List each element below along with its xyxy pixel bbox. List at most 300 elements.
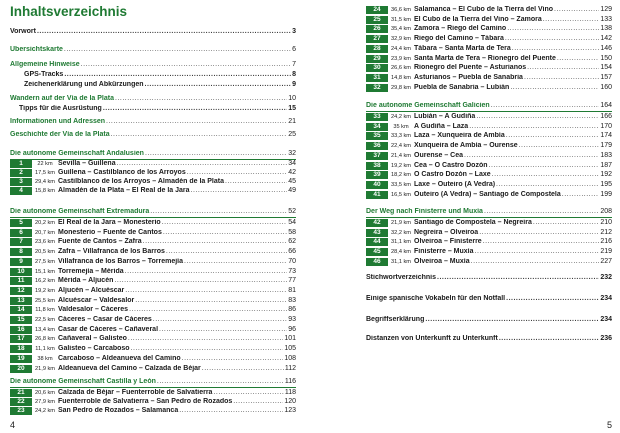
stage-number: 3: [10, 178, 32, 186]
stage-number: 14: [10, 306, 32, 314]
dot-leader: [184, 258, 287, 266]
dot-leader: [162, 219, 287, 227]
stage-number: 32: [366, 84, 388, 92]
stage-route: Fuente de Cantos – Zafra: [58, 238, 142, 246]
stage-distance: 16,2 km: [35, 278, 55, 285]
stage-page: 142: [600, 35, 612, 43]
stage-row[interactable]: [10, 407, 296, 415]
stage-route: Zamora – Riego del Camino: [414, 25, 507, 33]
dot-leader: [524, 74, 599, 82]
dot-leader: [202, 365, 284, 373]
stage-page: 96: [288, 325, 296, 333]
stage-number: 20: [10, 365, 32, 373]
stage-number: 35: [366, 132, 388, 140]
stage-route: Laxe – Outeiro (A Vedra): [414, 180, 496, 188]
stage-route: Carcaboso – Aldeanueva del Camino: [58, 354, 181, 362]
stage-number: 44: [366, 238, 388, 246]
stage-page: 192: [600, 171, 612, 179]
dot-leader: [182, 355, 284, 363]
stage-distance: 21,9 km: [35, 365, 55, 372]
stage-row[interactable]: [10, 248, 296, 256]
stage-distance: 35,4 km: [391, 26, 411, 33]
stage-row[interactable]: [10, 277, 296, 285]
dot-leader: [543, 16, 600, 24]
stage-row[interactable]: [10, 306, 296, 314]
stage-page: 45: [288, 178, 296, 185]
dot-leader: [562, 191, 600, 199]
stage-distance: 24,2 km: [391, 114, 411, 120]
dot-leader: [128, 335, 283, 343]
stage-number: 17: [10, 335, 32, 343]
stage-page: 118: [284, 389, 296, 396]
stage-page: 174: [600, 132, 612, 140]
dot-leader: [153, 316, 287, 324]
stage-route: Cañaveral – Galisteo: [58, 335, 127, 343]
toc-entry-gps[interactable]: GPS-Tracks ..... 8: [10, 71, 296, 78]
stage-row[interactable]: [10, 169, 296, 177]
right-page: [310, 0, 620, 433]
stage-page: 108: [284, 354, 296, 362]
stage-number: 39: [366, 171, 388, 179]
dot-leader: [476, 113, 599, 121]
stage-number: 6: [10, 229, 32, 237]
stage-page: 105: [284, 345, 296, 353]
stage-route: Cea – O Castro Dozón: [414, 161, 488, 169]
stage-route: El Cubo de la Tierra del Vino – Zamora: [414, 15, 542, 23]
dot-leader: [512, 45, 600, 53]
page-number-right: 5: [606, 420, 612, 430]
stage-route: Tábara – Santa Marta de Tera: [414, 44, 511, 52]
stage-row[interactable]: [366, 55, 612, 63]
stage-page: 42: [288, 169, 296, 176]
stage-page: 58: [288, 228, 296, 236]
toc-entry-zeichen[interactable]: Zeichenerklärung und Abkürzungen ..... 9: [10, 81, 296, 88]
stage-route: Asturianos – Puebla de Sanabria: [414, 73, 523, 81]
stage-distance: 32,2 km: [391, 229, 411, 236]
dot-leader: [131, 345, 284, 353]
stage-route: Torremejía – Mérida: [58, 267, 124, 275]
divider: [10, 387, 296, 388]
stage-distance: 15,8 km: [35, 188, 55, 194]
stage-row[interactable]: [366, 16, 612, 24]
stage-route: Calzada de Béjar – Fuenterroble de Salvatierra: [58, 389, 213, 396]
toc-entry-tipps[interactable]: Tipps für die Ausrüstung ..... 15: [10, 105, 296, 112]
stage-distance: 31,5 km: [391, 16, 411, 23]
stage-page: 179: [600, 142, 612, 150]
stage-route: Valdesalor – Cáceres: [58, 306, 129, 314]
stage-number: 16: [10, 326, 32, 334]
stage-page: 199: [600, 190, 612, 198]
stage-distance: 32,9 km: [391, 36, 411, 43]
stage-route: Monesterio – Fuente de Cantos: [58, 228, 162, 236]
stage-row[interactable]: [366, 258, 612, 266]
stage-page: 73: [288, 267, 296, 275]
stage-page: 154: [600, 64, 612, 72]
stage-page: 86: [288, 306, 296, 314]
stage-route: Aljucén – Alcuéscar: [58, 286, 125, 294]
stage-row[interactable]: [10, 268, 296, 276]
dot-leader: [496, 181, 599, 189]
stage-route: Negreira – Olveiroa: [414, 228, 479, 236]
stage-page: 183: [600, 151, 612, 159]
stage-distance: 24,4 km: [391, 45, 411, 52]
stage-route: Lubián – A Gudiña: [414, 113, 476, 120]
stage-page: 212: [600, 228, 612, 236]
stage-route: Puebla de Sanabria – Lubián: [414, 83, 510, 91]
dot-leader: [166, 248, 287, 256]
stage-route: Rionegro del Puente – Asturianos: [414, 64, 527, 72]
stage-row[interactable]: [10, 258, 296, 266]
stage-number: 41: [366, 191, 388, 199]
stage-route: A Gudiña – Laza: [414, 122, 469, 130]
stage-number: 13: [10, 297, 32, 305]
stage-row[interactable]: [10, 219, 296, 227]
stage-number: 26: [366, 25, 388, 33]
stage-page: 34: [288, 160, 296, 167]
dot-leader: [187, 169, 287, 177]
stage-distance: 31,1 km: [391, 239, 411, 246]
stage-number: 38: [366, 162, 388, 170]
stage-route: Santiago de Compostela – Negreira: [414, 219, 532, 226]
stage-distance: 23,6 km: [35, 239, 55, 246]
stage-row[interactable]: [10, 229, 296, 237]
dot-leader: [489, 162, 600, 170]
stage-distance: 18,2 km: [391, 172, 411, 179]
stage-page: 123: [284, 407, 296, 414]
toc-entry-stichwort[interactable]: Stichwortverzeichnis ..... 232: [366, 274, 612, 281]
dot-leader: [135, 297, 287, 305]
stage-page: 66: [288, 248, 296, 256]
stage-number: 28: [366, 45, 388, 53]
stage-route: Olveiroa – Finisterre: [414, 238, 482, 246]
stage-route: San Pedro de Rozados – Salamanca: [58, 407, 179, 414]
stage-number: 22: [10, 398, 32, 406]
stage-row[interactable]: [366, 132, 612, 140]
stage-row[interactable]: [366, 248, 612, 256]
toc-entry-informationen[interactable]: Informationen und Adressen ..... 21: [10, 118, 296, 125]
stage-number: 18: [10, 345, 32, 353]
stage-distance: 26,6 km: [391, 65, 411, 72]
stage-number: 42: [366, 219, 388, 227]
stage-distance: 23,9 km: [391, 55, 411, 62]
stage-route: Zafra – Villafranca de los Barros: [58, 248, 165, 256]
toc-entry-wandern[interactable]: Wandern auf der Vía de la Plata ..... 10: [10, 95, 296, 102]
stage-row[interactable]: [366, 45, 612, 53]
stage-distance: 19,2 km: [35, 287, 55, 294]
divider: [366, 217, 612, 218]
dot-leader: [505, 35, 599, 43]
toc-entry-uebersichtskarte[interactable]: Übersichtskarte ..... 6: [10, 46, 296, 53]
dot-leader: [506, 132, 600, 140]
dot-leader: [117, 160, 288, 168]
stage-number: 46: [366, 258, 388, 266]
dot-leader: [233, 398, 283, 406]
toc-entry-vorwort[interactable]: Vorwort ..... 3: [10, 28, 296, 35]
section-extremadura[interactable]: Die autonome Gemeinschaft Extremadura ..... 52: [10, 208, 296, 215]
stage-distance: 15,1 km: [35, 268, 55, 275]
stage-row[interactable]: [10, 355, 296, 363]
stage-distance: 16,5 km: [391, 191, 411, 198]
stage-number: 10: [10, 268, 32, 276]
stage-number: 25: [366, 16, 388, 24]
stage-distance: 33,3 km: [391, 133, 411, 140]
stage-distance: 20,5 km: [35, 249, 55, 256]
stage-route: Santa Marta de Tera – Rionegro del Puente: [414, 54, 556, 62]
dot-leader: [129, 306, 287, 314]
dot-leader: [213, 389, 283, 397]
stage-row[interactable]: [366, 113, 612, 121]
stage-row[interactable]: [10, 238, 296, 246]
stage-distance: 28,4 km: [391, 249, 411, 256]
stage-row[interactable]: [10, 389, 296, 397]
stage-number: 9: [10, 258, 32, 266]
toc-entry-distanzen[interactable]: Distanzen von Unterkunft zu Unterkunft ..... 236: [366, 335, 612, 342]
stage-route: Casar de Cáceres – Cañaveral: [58, 325, 159, 333]
stage-distance: 29,8 km: [391, 84, 411, 91]
section-andalusien[interactable]: Die autonome Gemeinschaft Andalusien ..... 32: [10, 150, 296, 157]
dot-leader: [163, 229, 287, 237]
stage-route: Alcuéscar – Valdesalor: [58, 296, 135, 304]
stage-row[interactable]: [10, 316, 296, 324]
dot-leader: [125, 268, 288, 276]
stage-distance: 38 km: [37, 355, 53, 362]
toc-entry-begriffe[interactable]: Begriffserklärung ..... 234: [366, 316, 612, 323]
stage-route: Sevilla – Guillena: [58, 160, 116, 167]
section-castilla-leon[interactable]: Die autonome Gemeinschaft Castilla y León ..... 116: [10, 378, 296, 385]
dot-leader: [114, 277, 287, 285]
stage-row[interactable]: [366, 219, 612, 227]
stage-distance: 19,2 km: [391, 162, 411, 169]
stage-distance: 21,9 km: [391, 220, 411, 226]
dot-leader: [469, 123, 599, 131]
dot-leader: [464, 152, 599, 160]
stage-row[interactable]: [366, 181, 612, 189]
stage-distance: 24,2 km: [35, 408, 55, 414]
stage-number: 21: [10, 389, 32, 397]
stage-route: Almadén de la Plata – El Real de la Jara: [58, 187, 190, 194]
stage-page: 138: [600, 25, 612, 33]
stage-page: 150: [600, 54, 612, 62]
stage-row[interactable]: [366, 171, 612, 179]
stage-distance: 29,4 km: [35, 179, 55, 185]
stage-page: 120: [284, 398, 296, 405]
stage-page: 227: [600, 257, 612, 265]
stage-distance: 20,6 km: [35, 390, 55, 396]
dot-leader: [557, 55, 599, 63]
stage-number: 5: [10, 219, 32, 227]
stage-page: 83: [288, 296, 296, 304]
stage-distance: 26,8 km: [35, 336, 55, 343]
stage-row[interactable]: [366, 229, 612, 237]
stage-page: 187: [600, 161, 612, 169]
stage-distance: 31,1 km: [391, 258, 411, 265]
stage-distance: 13,4 km: [35, 326, 55, 333]
stage-number: 31: [366, 74, 388, 82]
stage-distance: 20,7 km: [35, 229, 55, 236]
stage-distance: 27,5 km: [35, 258, 55, 265]
stage-route: Guillena – Castilblanco de los Arroyos: [58, 169, 186, 176]
stage-distance: 21,4 km: [391, 152, 411, 159]
stage-number: 24: [366, 6, 388, 14]
toc-entry-geschichte[interactable]: Geschichte der Vía de la Plata ..... 25: [10, 131, 296, 138]
stage-number: 34: [366, 123, 388, 131]
dot-leader: [159, 326, 287, 334]
stage-number: 36: [366, 142, 388, 150]
dot-leader: [125, 287, 287, 295]
stage-number: 40: [366, 181, 388, 189]
stage-row[interactable]: [366, 74, 612, 82]
stage-page: 146: [600, 44, 612, 52]
divider: [366, 111, 612, 112]
stage-route: Cáceres – Casar de Cáceres: [58, 316, 152, 323]
stage-number: 37: [366, 152, 388, 160]
dot-leader: [191, 187, 288, 195]
dot-leader: [475, 248, 600, 256]
stage-page: 195: [600, 180, 612, 188]
dot-leader: [507, 25, 599, 33]
page-title: Inhaltsverzeichnis: [10, 4, 128, 19]
stage-row[interactable]: [366, 84, 612, 92]
stage-number: 29: [366, 55, 388, 63]
stage-row[interactable]: [10, 345, 296, 353]
stage-route: Salamanca – El Cubo de la Tierra del Vino: [414, 6, 554, 13]
stage-distance: 33,5 km: [391, 181, 411, 188]
stage-page: 77: [288, 277, 296, 285]
stage-number: 15: [10, 316, 32, 324]
stage-row[interactable]: [10, 326, 296, 334]
dot-leader: [527, 64, 599, 72]
stage-number: 19: [10, 355, 32, 363]
stage-page: 112: [284, 364, 296, 372]
stage-page: 210: [600, 219, 612, 226]
stage-row[interactable]: [366, 6, 612, 14]
stage-page: 93: [288, 316, 296, 323]
stage-distance: 20,2 km: [35, 220, 55, 226]
stage-route: Aldeanueva del Camino – Calzada de Béjar: [58, 364, 201, 372]
dot-leader: [143, 238, 288, 246]
stage-distance: 22,5 km: [35, 317, 55, 323]
stage-distance: 11,8 km: [35, 307, 55, 314]
stage-row[interactable]: [10, 297, 296, 305]
stage-page: 81: [288, 286, 296, 294]
stage-page: 129: [600, 6, 612, 13]
stage-page: 216: [600, 238, 612, 246]
stage-route: Castilblanco de los Arroyos – Almadén de la Plata: [58, 178, 224, 185]
stage-page: 62: [288, 238, 296, 246]
stage-row[interactable]: [366, 35, 612, 43]
stage-number: 30: [366, 64, 388, 72]
stage-route: Mérida – Aljucén: [58, 277, 114, 285]
stage-route: O Castro Dozón – Laxe: [414, 171, 491, 179]
stage-route: Ourense – Cea: [414, 151, 464, 159]
stage-page: 166: [600, 113, 612, 120]
stage-route: Laza – Xunqueira de Ambía: [414, 132, 505, 140]
stage-row[interactable]: [366, 162, 612, 170]
dot-leader: [492, 171, 600, 179]
stage-route: Villafranca de los Barros – Torremejía: [58, 257, 184, 265]
stage-number: 8: [10, 248, 32, 256]
dot-leader: [554, 6, 599, 14]
stage-row[interactable]: [10, 335, 296, 343]
stage-route: Finisterre – Muxía: [414, 248, 474, 256]
stage-number: 1: [10, 160, 32, 168]
stage-row[interactable]: [366, 142, 612, 150]
stage-number: 11: [10, 277, 32, 285]
stage-number: 43: [366, 229, 388, 237]
toc-entry-vokabeln[interactable]: Einige spanische Vokabeln für den Notfall ..... 234: [366, 295, 612, 302]
stage-row[interactable]: [366, 152, 612, 160]
stage-distance: 22 km: [37, 161, 53, 167]
stage-row[interactable]: [366, 25, 612, 33]
page-number-left: 4: [10, 420, 16, 430]
stage-route: Galisteo – Carcaboso: [58, 345, 130, 353]
stage-distance: 27,9 km: [35, 399, 55, 405]
stage-distance: 25,5 km: [35, 297, 55, 304]
stage-route: Xunqueira de Ambía – Ourense: [414, 142, 518, 150]
stage-page: 70: [288, 257, 296, 265]
stage-row[interactable]: [10, 398, 296, 406]
stage-distance: 36,6 km: [391, 7, 411, 13]
dot-leader: [533, 219, 599, 227]
dot-leader: [179, 407, 283, 415]
stage-page: 133: [600, 15, 612, 23]
stage-row[interactable]: [366, 238, 612, 246]
stage-row[interactable]: [366, 64, 612, 72]
stage-route: Outeiro (A Vedra) – Santiago de Compostela: [414, 190, 561, 198]
stage-row[interactable]: [10, 187, 296, 195]
stage-row[interactable]: [10, 160, 296, 168]
stage-page: 101: [284, 335, 296, 343]
stage-number: 2: [10, 169, 32, 177]
stage-distance: 35 km: [393, 123, 409, 130]
stage-row[interactable]: [366, 123, 612, 131]
stage-route: El Real de la Jara – Monesterio: [58, 219, 161, 226]
stage-page: 49: [288, 187, 296, 194]
stage-page: 170: [600, 122, 612, 130]
stage-number: 23: [10, 407, 32, 415]
stage-page: 160: [600, 83, 612, 91]
stage-distance: 17,5 km: [35, 170, 55, 176]
stage-row[interactable]: [10, 365, 296, 373]
dot-leader: [471, 258, 600, 266]
stage-route: Olveiroa – Muxía: [414, 257, 470, 265]
dot-leader: [483, 238, 600, 246]
stage-distance: 11,1 km: [35, 346, 55, 353]
stage-route: Fuenterroble de Salvatierra – San Pedro de Rozados: [58, 398, 233, 405]
stage-distance: 22,4 km: [391, 143, 411, 150]
stage-number: 45: [366, 248, 388, 256]
stage-row[interactable]: [10, 178, 296, 186]
section-finisterre[interactable]: Der Weg nach Finisterre und Muxía ..... 208: [366, 208, 612, 215]
section-galicien[interactable]: Die autonome Gemeinschaft Galicien ..... 164: [366, 102, 612, 109]
divider: [10, 217, 296, 218]
dot-leader: [510, 84, 599, 92]
stage-route: Riego del Camino – Tábara: [414, 35, 504, 43]
stage-row[interactable]: [10, 287, 296, 295]
stage-page: 219: [600, 248, 612, 256]
stage-number: 33: [366, 113, 388, 121]
stage-page: 54: [288, 219, 296, 226]
stage-row[interactable]: [366, 191, 612, 199]
toc-entry-hinweise[interactable]: Allgemeine Hinweise ..... 7: [10, 61, 296, 68]
stage-distance: 14,8 km: [391, 74, 411, 81]
stage-number: 12: [10, 287, 32, 295]
stage-page: 157: [600, 73, 612, 81]
stage-number: 7: [10, 238, 32, 246]
dot-leader: [225, 178, 287, 186]
dot-leader: [479, 229, 599, 237]
stage-number: 4: [10, 187, 32, 195]
